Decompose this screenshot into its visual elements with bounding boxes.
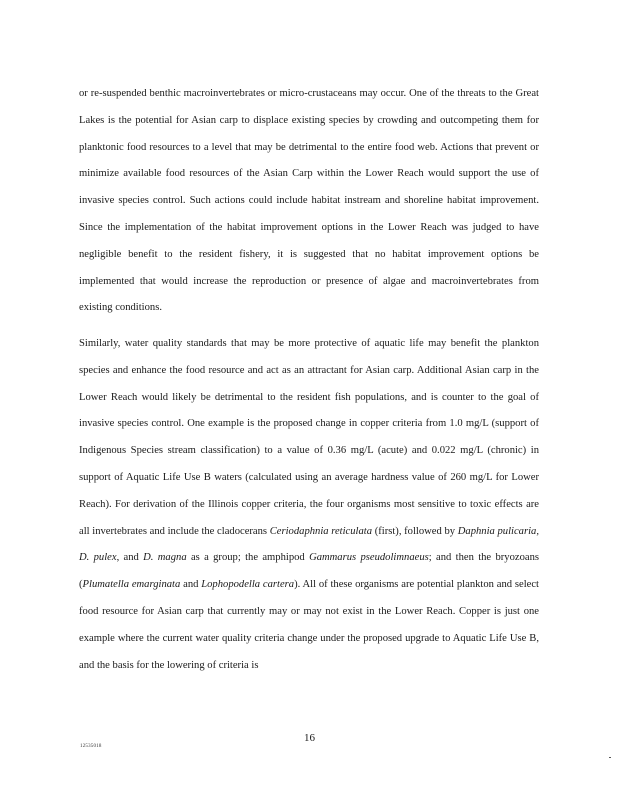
paragraph-text-segment: Similarly, water quality standards that may be more protective of aquatic life may benefit the plankton species and enhance the food resource and act as an attractant for Asian carp. Additional Asian carp in the Lower Reach would likely be detrimental to the resident fish populations, and is counter to the goal of invasive species control. One example is the proposed change in copper criteria from 1.0 mg/L (support of Indigenous Species stream classification) to a value of 0.36 mg/L (acute) and 0.022 mg/L (chronic) in support of Aquatic Life Use B waters (calculated using an average hardness value of 260 mg/L for Lower Reach). For derivation of the Illinois copper criteria, the four organisms most sensitive to toxic effects are all invertebrates and include the cladocerans: [79, 338, 539, 537]
scan-speck: [609, 757, 611, 758]
paragraph-text-segment: as a group; the amphipod: [186, 552, 310, 564]
species-name: Ceriodaphnia reticulata: [269, 525, 373, 537]
species-name: Plumatella emarginata: [82, 579, 181, 591]
page-number: 16: [304, 732, 315, 744]
species-name: Daphnia pulicaria, D. pulex: [79, 525, 539, 564]
paragraph-habitat: or re-suspended benthic macroinvertebrates or micro-crustaceans may occur. One of the threats to the Great Lakes is the potential for Asian carp to displace existing species by crowding and outcompeting them for planktonic food resources to a level that may be detrimental to the entire food web. Actions that prevent or minimize available food resources of the Asian Carp within the Lower Reach would support the use of invasive species control. Such actions could include habitat instream and shoreline habitat improvement. Since the implementation of the habitat improvement options in the Lower Reach was judged to have negligible benefit to the resident fishery, it is suggested that no habitat improvement options be implemented that would increase the reproduction or presence of algae and macroinvertebrates from existing conditions.: [79, 88, 539, 314]
document-code: 12535018: [80, 744, 102, 749]
species-name: D. magna: [143, 552, 187, 564]
paragraph-text-segment: (first), followed by: [372, 525, 458, 537]
paragraph-text-segment: ; and then the bryozoans (: [79, 552, 539, 591]
paragraph-water-quality: [79, 331, 539, 679]
paragraph-text-segment: and: [180, 579, 202, 591]
paragraph-text-segment: ). All of these organisms are potential plankton and select food resource for Asian carp that currently may or may not exist in the Lower Reach. Copper is just one example where the current water quality criteria change under the proposed upgrade to Aquatic Life Use B, and the basis for the lowering of criteria is: [79, 579, 539, 671]
species-name: Lophopodella cartera: [201, 579, 295, 591]
species-name: Gammarus pseudolimnaeus: [309, 552, 429, 564]
paragraph-text-segment: , and: [116, 552, 144, 564]
